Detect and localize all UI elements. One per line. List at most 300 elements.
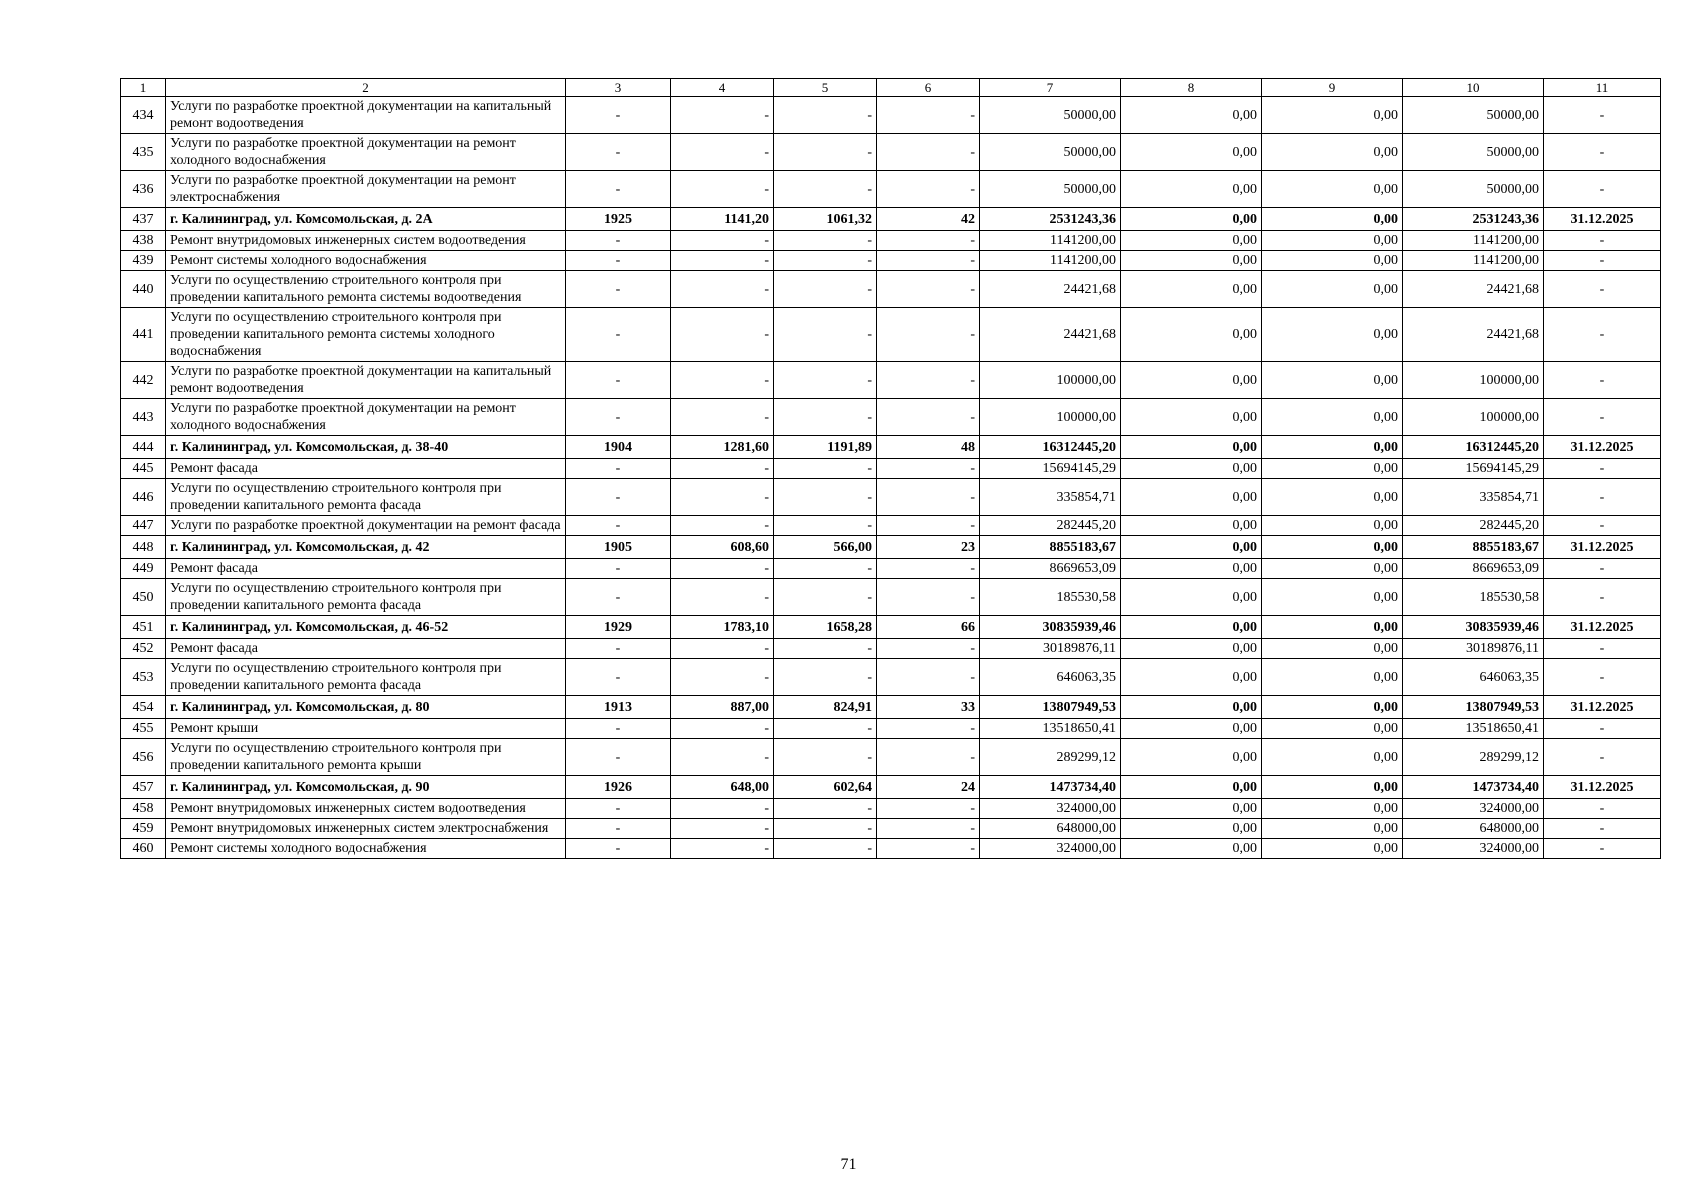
owners-funds-cell: 1141200,00 xyxy=(1403,251,1544,271)
residents-cell: 66 xyxy=(877,616,980,639)
address-row xyxy=(121,436,1661,459)
column-header: 10 xyxy=(1403,79,1544,97)
row-name: Ремонт внутридомовых инженерных систем водоотведения xyxy=(166,231,566,251)
total-cost-cell: 185530,58 xyxy=(980,579,1121,616)
total-cost-cell: 50000,00 xyxy=(980,97,1121,134)
living-area-cell: 566,00 xyxy=(774,536,877,559)
row-number: 435 xyxy=(121,134,166,171)
row-number: 448 xyxy=(121,536,166,559)
row-name: Ремонт фасада xyxy=(166,559,566,579)
total-cost-cell: 50000,00 xyxy=(980,134,1121,171)
row-name: г. Калининград, ул. Комсомольская, д. 2А xyxy=(166,208,566,231)
column-header: 1 xyxy=(121,79,166,97)
fund-cell: 0,00 xyxy=(1121,362,1262,399)
work-item-row xyxy=(121,251,1661,271)
address-row xyxy=(121,616,1661,639)
budget-cell: 0,00 xyxy=(1262,399,1403,436)
total-cost-cell: 282445,20 xyxy=(980,516,1121,536)
row-name: Услуги по разработке проектной документации на ремонт электроснабжения xyxy=(166,171,566,208)
total-area-cell: - xyxy=(671,399,774,436)
residents-cell: - xyxy=(877,559,980,579)
residents-cell: - xyxy=(877,639,980,659)
fund-cell: 0,00 xyxy=(1121,579,1262,616)
deadline-cell: - xyxy=(1544,516,1661,536)
budget-cell: 0,00 xyxy=(1262,459,1403,479)
total-area-cell: - xyxy=(671,97,774,134)
work-item-row xyxy=(121,799,1661,819)
owners-funds-cell: 100000,00 xyxy=(1403,399,1544,436)
year-cell: - xyxy=(566,399,671,436)
row-name: Услуги по разработке проектной документации на ремонт холодного водоснабжения xyxy=(166,399,566,436)
year-cell: - xyxy=(566,134,671,171)
residents-cell: - xyxy=(877,271,980,308)
owners-funds-cell: 1473734,40 xyxy=(1403,776,1544,799)
row-number: 440 xyxy=(121,271,166,308)
total-cost-cell: 50000,00 xyxy=(980,171,1121,208)
residents-cell: - xyxy=(877,739,980,776)
row-name: Ремонт системы холодного водоснабжения xyxy=(166,251,566,271)
total-cost-cell: 648000,00 xyxy=(980,819,1121,839)
work-item-row xyxy=(121,399,1661,436)
deadline-cell: - xyxy=(1544,97,1661,134)
total-cost-cell: 8669653,09 xyxy=(980,559,1121,579)
deadline-cell: - xyxy=(1544,134,1661,171)
owners-funds-cell: 100000,00 xyxy=(1403,362,1544,399)
row-number: 449 xyxy=(121,559,166,579)
year-cell: - xyxy=(566,171,671,208)
year-cell: - xyxy=(566,271,671,308)
row-name: Услуги по разработке проектной документации на ремонт холодного водоснабжения xyxy=(166,134,566,171)
living-area-cell: 824,91 xyxy=(774,696,877,719)
page-number: 71 xyxy=(840,1156,857,1173)
year-cell: - xyxy=(566,719,671,739)
total-area-cell: - xyxy=(671,719,774,739)
residents-cell: - xyxy=(877,819,980,839)
year-cell: - xyxy=(566,479,671,516)
total-area-cell: - xyxy=(671,559,774,579)
owners-funds-cell: 24421,68 xyxy=(1403,308,1544,362)
row-number: 439 xyxy=(121,251,166,271)
living-area-cell: - xyxy=(774,559,877,579)
owners-funds-cell: 13807949,53 xyxy=(1403,696,1544,719)
residents-cell: - xyxy=(877,97,980,134)
deadline-cell: 31.12.2025 xyxy=(1544,208,1661,231)
owners-funds-cell: 282445,20 xyxy=(1403,516,1544,536)
deadline-cell: - xyxy=(1544,251,1661,271)
row-name: Услуги по осуществлению строительного контроля при проведении капитального ремонта фасада xyxy=(166,579,566,616)
budget-cell: 0,00 xyxy=(1262,659,1403,696)
fund-cell: 0,00 xyxy=(1121,776,1262,799)
program-table xyxy=(120,78,1661,859)
fund-cell: 0,00 xyxy=(1121,739,1262,776)
fund-cell: 0,00 xyxy=(1121,436,1262,459)
work-item-row xyxy=(121,459,1661,479)
total-area-cell: - xyxy=(671,271,774,308)
total-cost-cell: 16312445,20 xyxy=(980,436,1121,459)
year-cell: 1929 xyxy=(566,616,671,639)
living-area-cell: - xyxy=(774,271,877,308)
column-header: 6 xyxy=(877,79,980,97)
work-item-row xyxy=(121,659,1661,696)
total-cost-cell: 324000,00 xyxy=(980,799,1121,819)
budget-cell: 0,00 xyxy=(1262,308,1403,362)
row-number: 451 xyxy=(121,616,166,639)
living-area-cell: - xyxy=(774,659,877,696)
total-area-cell: 1783,10 xyxy=(671,616,774,639)
residents-cell: - xyxy=(877,459,980,479)
deadline-cell: - xyxy=(1544,271,1661,308)
budget-cell: 0,00 xyxy=(1262,251,1403,271)
living-area-cell: - xyxy=(774,719,877,739)
living-area-cell: - xyxy=(774,579,877,616)
total-area-cell: - xyxy=(671,171,774,208)
residents-cell: 23 xyxy=(877,536,980,559)
address-row xyxy=(121,536,1661,559)
row-number: 441 xyxy=(121,308,166,362)
year-cell: - xyxy=(566,459,671,479)
total-area-cell: 1141,20 xyxy=(671,208,774,231)
budget-cell: 0,00 xyxy=(1262,776,1403,799)
fund-cell: 0,00 xyxy=(1121,208,1262,231)
fund-cell: 0,00 xyxy=(1121,659,1262,696)
year-cell: - xyxy=(566,308,671,362)
owners-funds-cell: 50000,00 xyxy=(1403,134,1544,171)
row-number: 446 xyxy=(121,479,166,516)
deadline-cell: - xyxy=(1544,639,1661,659)
work-item-row xyxy=(121,579,1661,616)
living-area-cell: - xyxy=(774,479,877,516)
year-cell: 1904 xyxy=(566,436,671,459)
row-number: 447 xyxy=(121,516,166,536)
owners-funds-cell: 16312445,20 xyxy=(1403,436,1544,459)
total-cost-cell: 8855183,67 xyxy=(980,536,1121,559)
row-name: Услуги по осуществлению строительного контроля при проведении капитального ремонта системы холодного водоснабжения xyxy=(166,308,566,362)
year-cell: - xyxy=(566,739,671,776)
row-number: 452 xyxy=(121,639,166,659)
residents-cell: - xyxy=(877,516,980,536)
row-number: 460 xyxy=(121,839,166,859)
living-area-cell: 1191,89 xyxy=(774,436,877,459)
fund-cell: 0,00 xyxy=(1121,171,1262,208)
deadline-cell: - xyxy=(1544,839,1661,859)
budget-cell: 0,00 xyxy=(1262,479,1403,516)
living-area-cell: - xyxy=(774,799,877,819)
budget-cell: 0,00 xyxy=(1262,536,1403,559)
owners-funds-cell: 50000,00 xyxy=(1403,97,1544,134)
residents-cell: - xyxy=(877,362,980,399)
deadline-cell: - xyxy=(1544,362,1661,399)
work-item-row xyxy=(121,739,1661,776)
living-area-cell: - xyxy=(774,819,877,839)
residents-cell: - xyxy=(877,799,980,819)
year-cell: - xyxy=(566,362,671,399)
budget-cell: 0,00 xyxy=(1262,516,1403,536)
owners-funds-cell: 8669653,09 xyxy=(1403,559,1544,579)
deadline-cell: 31.12.2025 xyxy=(1544,776,1661,799)
fund-cell: 0,00 xyxy=(1121,399,1262,436)
total-area-cell: 887,00 xyxy=(671,696,774,719)
budget-cell: 0,00 xyxy=(1262,231,1403,251)
living-area-cell: - xyxy=(774,739,877,776)
row-name: Ремонт внутридомовых инженерных систем электроснабжения xyxy=(166,819,566,839)
total-cost-cell: 30189876,11 xyxy=(980,639,1121,659)
owners-funds-cell: 2531243,36 xyxy=(1403,208,1544,231)
total-cost-cell: 100000,00 xyxy=(980,362,1121,399)
living-area-cell: 1061,32 xyxy=(774,208,877,231)
year-cell: - xyxy=(566,251,671,271)
fund-cell: 0,00 xyxy=(1121,696,1262,719)
residents-cell: - xyxy=(877,171,980,208)
total-area-cell: - xyxy=(671,659,774,696)
budget-cell: 0,00 xyxy=(1262,171,1403,208)
row-name: Услуги по осуществлению строительного контроля при проведении капитального ремонта системы водоотведения xyxy=(166,271,566,308)
work-item-row xyxy=(121,271,1661,308)
total-cost-cell: 13807949,53 xyxy=(980,696,1121,719)
row-name: г. Калининград, ул. Комсомольская, д. 46-52 xyxy=(166,616,566,639)
year-cell: - xyxy=(566,231,671,251)
address-row xyxy=(121,776,1661,799)
total-cost-cell: 646063,35 xyxy=(980,659,1121,696)
total-cost-cell: 1141200,00 xyxy=(980,231,1121,251)
living-area-cell: - xyxy=(774,839,877,859)
total-cost-cell: 24421,68 xyxy=(980,308,1121,362)
row-name: Ремонт системы холодного водоснабжения xyxy=(166,839,566,859)
row-number: 442 xyxy=(121,362,166,399)
column-header: 9 xyxy=(1262,79,1403,97)
deadline-cell: - xyxy=(1544,459,1661,479)
owners-funds-cell: 185530,58 xyxy=(1403,579,1544,616)
work-item-row xyxy=(121,231,1661,251)
deadline-cell: - xyxy=(1544,559,1661,579)
deadline-cell: - xyxy=(1544,819,1661,839)
residents-cell: - xyxy=(877,231,980,251)
total-area-cell: - xyxy=(671,308,774,362)
total-area-cell: - xyxy=(671,819,774,839)
deadline-cell: 31.12.2025 xyxy=(1544,696,1661,719)
owners-funds-cell: 30835939,46 xyxy=(1403,616,1544,639)
total-area-cell: - xyxy=(671,799,774,819)
living-area-cell: - xyxy=(774,639,877,659)
fund-cell: 0,00 xyxy=(1121,536,1262,559)
row-name: г. Калининград, ул. Комсомольская, д. 80 xyxy=(166,696,566,719)
year-cell: - xyxy=(566,659,671,696)
budget-cell: 0,00 xyxy=(1262,271,1403,308)
row-number: 437 xyxy=(121,208,166,231)
residents-cell: - xyxy=(877,399,980,436)
fund-cell: 0,00 xyxy=(1121,251,1262,271)
row-number: 450 xyxy=(121,579,166,616)
year-cell: - xyxy=(566,559,671,579)
total-area-cell: - xyxy=(671,579,774,616)
budget-cell: 0,00 xyxy=(1262,799,1403,819)
row-number: 455 xyxy=(121,719,166,739)
owners-funds-cell: 648000,00 xyxy=(1403,819,1544,839)
row-number: 453 xyxy=(121,659,166,696)
row-name: Услуги по разработке проектной документации на ремонт фасада xyxy=(166,516,566,536)
living-area-cell: - xyxy=(774,362,877,399)
living-area-cell: - xyxy=(774,516,877,536)
year-cell: 1913 xyxy=(566,696,671,719)
work-item-row xyxy=(121,639,1661,659)
row-number: 434 xyxy=(121,97,166,134)
fund-cell: 0,00 xyxy=(1121,839,1262,859)
fund-cell: 0,00 xyxy=(1121,479,1262,516)
fund-cell: 0,00 xyxy=(1121,134,1262,171)
column-header: 4 xyxy=(671,79,774,97)
row-name: г. Калининград, ул. Комсомольская, д. 90 xyxy=(166,776,566,799)
year-cell: - xyxy=(566,97,671,134)
row-number: 445 xyxy=(121,459,166,479)
deadline-cell: - xyxy=(1544,799,1661,819)
fund-cell: 0,00 xyxy=(1121,516,1262,536)
owners-funds-cell: 324000,00 xyxy=(1403,799,1544,819)
total-area-cell: - xyxy=(671,459,774,479)
budget-cell: 0,00 xyxy=(1262,739,1403,776)
year-cell: 1926 xyxy=(566,776,671,799)
owners-funds-cell: 15694145,29 xyxy=(1403,459,1544,479)
residents-cell: 42 xyxy=(877,208,980,231)
fund-cell: 0,00 xyxy=(1121,459,1262,479)
owners-funds-cell: 50000,00 xyxy=(1403,171,1544,208)
budget-cell: 0,00 xyxy=(1262,616,1403,639)
row-number: 456 xyxy=(121,739,166,776)
deadline-cell: - xyxy=(1544,171,1661,208)
deadline-cell: 31.12.2025 xyxy=(1544,536,1661,559)
deadline-cell: - xyxy=(1544,231,1661,251)
column-header: 3 xyxy=(566,79,671,97)
fund-cell: 0,00 xyxy=(1121,719,1262,739)
total-area-cell: 1281,60 xyxy=(671,436,774,459)
row-number: 443 xyxy=(121,399,166,436)
living-area-cell: - xyxy=(774,231,877,251)
deadline-cell: 31.12.2025 xyxy=(1544,436,1661,459)
owners-funds-cell: 24421,68 xyxy=(1403,271,1544,308)
work-item-row xyxy=(121,362,1661,399)
total-cost-cell: 30835939,46 xyxy=(980,616,1121,639)
budget-cell: 0,00 xyxy=(1262,208,1403,231)
residents-cell: - xyxy=(877,251,980,271)
total-cost-cell: 1141200,00 xyxy=(980,251,1121,271)
residents-cell: - xyxy=(877,134,980,171)
row-name: Ремонт внутридомовых инженерных систем водоотведения xyxy=(166,799,566,819)
total-area-cell: - xyxy=(671,839,774,859)
column-header: 7 xyxy=(980,79,1121,97)
row-name: Услуги по разработке проектной документации на капитальный ремонт водоотведения xyxy=(166,97,566,134)
row-name: Услуги по осуществлению строительного контроля при проведении капитального ремонта фасада xyxy=(166,479,566,516)
deadline-cell: - xyxy=(1544,659,1661,696)
column-header: 5 xyxy=(774,79,877,97)
column-header: 8 xyxy=(1121,79,1262,97)
fund-cell: 0,00 xyxy=(1121,97,1262,134)
row-number: 457 xyxy=(121,776,166,799)
address-row xyxy=(121,696,1661,719)
row-name: г. Калининград, ул. Комсомольская, д. 38-40 xyxy=(166,436,566,459)
budget-cell: 0,00 xyxy=(1262,362,1403,399)
residents-cell: - xyxy=(877,719,980,739)
budget-cell: 0,00 xyxy=(1262,97,1403,134)
fund-cell: 0,00 xyxy=(1121,559,1262,579)
row-number: 454 xyxy=(121,696,166,719)
total-area-cell: - xyxy=(671,134,774,171)
fund-cell: 0,00 xyxy=(1121,231,1262,251)
living-area-cell: - xyxy=(774,459,877,479)
deadline-cell: - xyxy=(1544,399,1661,436)
row-name: Ремонт крыши xyxy=(166,719,566,739)
year-cell: - xyxy=(566,799,671,819)
residents-cell: - xyxy=(877,839,980,859)
living-area-cell: 1658,28 xyxy=(774,616,877,639)
work-item-row xyxy=(121,134,1661,171)
total-area-cell: - xyxy=(671,739,774,776)
owners-funds-cell: 289299,12 xyxy=(1403,739,1544,776)
work-item-row xyxy=(121,171,1661,208)
year-cell: 1905 xyxy=(566,536,671,559)
owners-funds-cell: 335854,71 xyxy=(1403,479,1544,516)
column-header: 11 xyxy=(1544,79,1661,97)
total-area-cell: - xyxy=(671,251,774,271)
living-area-cell: - xyxy=(774,134,877,171)
budget-cell: 0,00 xyxy=(1262,579,1403,616)
total-cost-cell: 324000,00 xyxy=(980,839,1121,859)
total-cost-cell: 289299,12 xyxy=(980,739,1121,776)
total-area-cell: - xyxy=(671,231,774,251)
column-number-row xyxy=(121,79,1661,97)
budget-cell: 0,00 xyxy=(1262,839,1403,859)
total-area-cell: - xyxy=(671,362,774,399)
fund-cell: 0,00 xyxy=(1121,308,1262,362)
living-area-cell: - xyxy=(774,171,877,208)
owners-funds-cell: 8855183,67 xyxy=(1403,536,1544,559)
row-number: 436 xyxy=(121,171,166,208)
total-cost-cell: 335854,71 xyxy=(980,479,1121,516)
year-cell: 1925 xyxy=(566,208,671,231)
work-item-row xyxy=(121,479,1661,516)
owners-funds-cell: 1141200,00 xyxy=(1403,231,1544,251)
residents-cell: 48 xyxy=(877,436,980,459)
fund-cell: 0,00 xyxy=(1121,819,1262,839)
budget-cell: 0,00 xyxy=(1262,639,1403,659)
owners-funds-cell: 646063,35 xyxy=(1403,659,1544,696)
address-row xyxy=(121,208,1661,231)
living-area-cell: - xyxy=(774,308,877,362)
residents-cell: - xyxy=(877,479,980,516)
row-name: г. Калининград, ул. Комсомольская, д. 42 xyxy=(166,536,566,559)
fund-cell: 0,00 xyxy=(1121,639,1262,659)
residents-cell: 24 xyxy=(877,776,980,799)
budget-cell: 0,00 xyxy=(1262,559,1403,579)
total-cost-cell: 15694145,29 xyxy=(980,459,1121,479)
deadline-cell: - xyxy=(1544,719,1661,739)
year-cell: - xyxy=(566,819,671,839)
work-item-row xyxy=(121,839,1661,859)
fund-cell: 0,00 xyxy=(1121,799,1262,819)
owners-funds-cell: 30189876,11 xyxy=(1403,639,1544,659)
total-area-cell: 608,60 xyxy=(671,536,774,559)
row-name: Услуги по разработке проектной документации на капитальный ремонт водоотведения xyxy=(166,362,566,399)
deadline-cell: 31.12.2025 xyxy=(1544,616,1661,639)
row-number: 438 xyxy=(121,231,166,251)
work-item-row xyxy=(121,719,1661,739)
residents-cell: - xyxy=(877,659,980,696)
work-item-row xyxy=(121,308,1661,362)
total-area-cell: - xyxy=(671,479,774,516)
year-cell: - xyxy=(566,639,671,659)
deadline-cell: - xyxy=(1544,579,1661,616)
deadline-cell: - xyxy=(1544,739,1661,776)
living-area-cell: - xyxy=(774,399,877,436)
work-item-row xyxy=(121,97,1661,134)
year-cell: - xyxy=(566,516,671,536)
